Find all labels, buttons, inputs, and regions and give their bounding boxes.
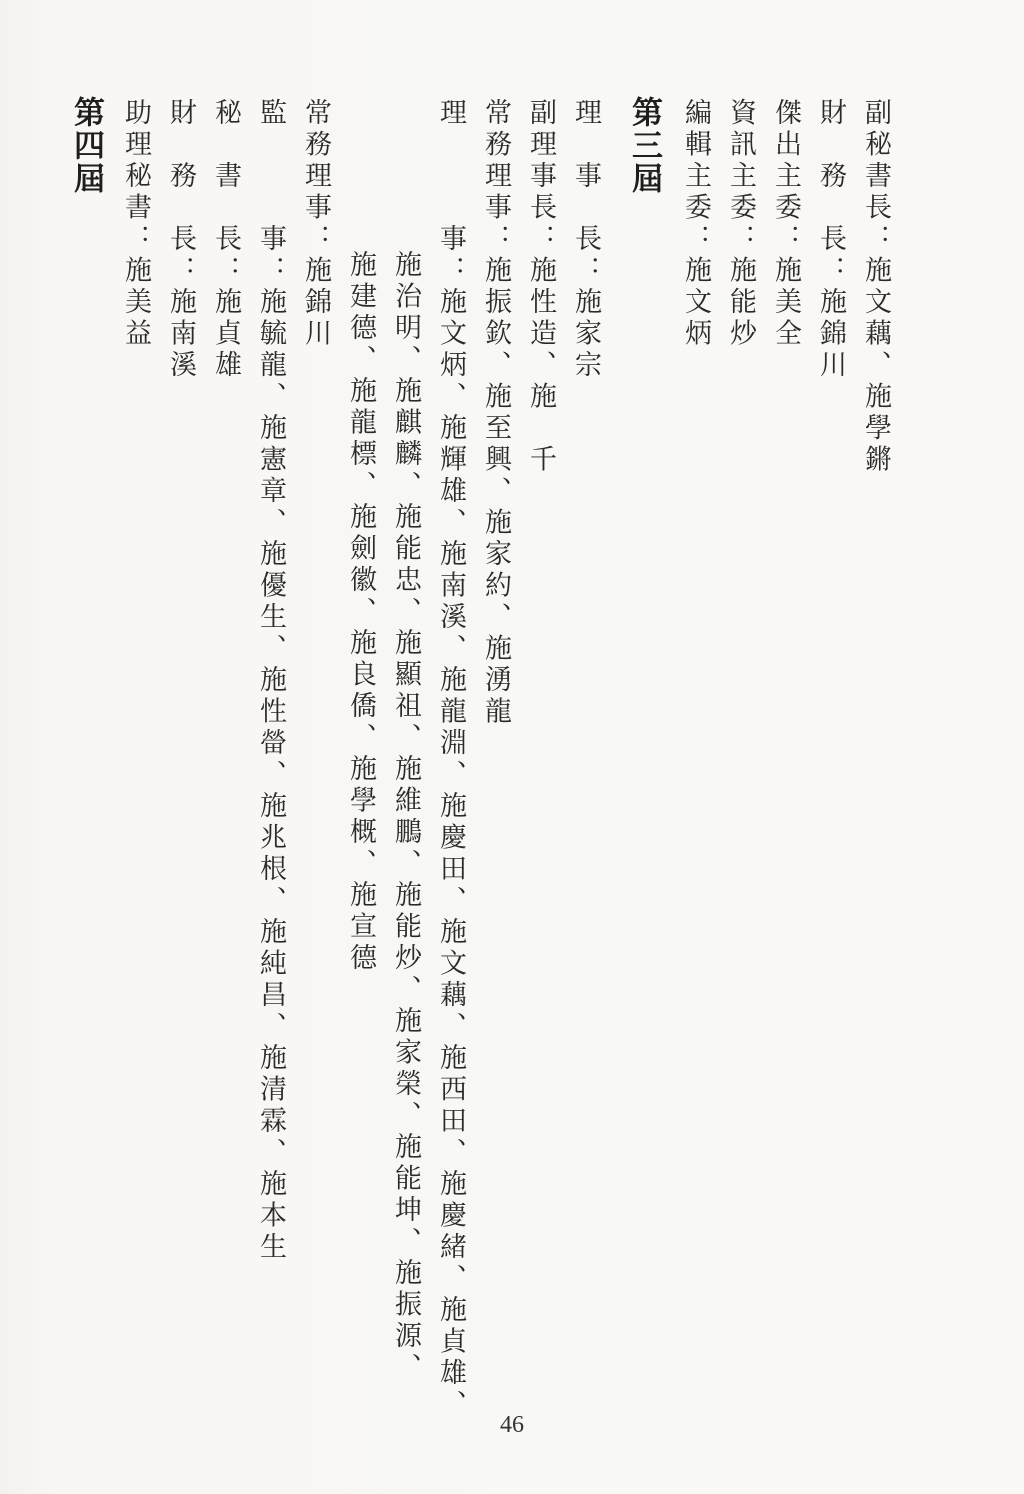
text-line xyxy=(682,98,709,350)
text-line xyxy=(772,98,799,350)
text-line xyxy=(167,98,194,382)
text-line xyxy=(482,98,509,728)
text-line xyxy=(392,250,419,1384)
text-line xyxy=(212,98,239,382)
page-number: 46 xyxy=(500,1412,524,1438)
member-names: 施建德、施龍標、施劍徽、施良僑、施學概、施宣德 xyxy=(345,250,376,975)
role-label: 助理秘書： xyxy=(120,98,151,256)
role-label: 傑出主委： xyxy=(770,98,801,256)
text-line xyxy=(302,98,329,350)
text-line xyxy=(257,98,284,1264)
role-label: 理 事 長： xyxy=(570,98,601,287)
member-names: 施錦川 xyxy=(300,255,331,350)
member-names: 施南溪 xyxy=(165,287,196,382)
member-names: 施治明、施麒麟、施能忠、施顯祖、施維鵬、施能炒、施家榮、施能坤、施振源、 xyxy=(390,250,421,1384)
role-label: 副秘書長： xyxy=(860,98,891,256)
member-names: 施毓龍、施憲章、施優生、施性㽦、施兆根、施純昌、施清霖、施本生 xyxy=(255,287,286,1264)
member-names: 施家宗 xyxy=(570,287,601,382)
member-names: 施文炳 xyxy=(680,255,711,350)
text-line xyxy=(437,98,464,1421)
text-line xyxy=(527,98,554,476)
role-label: 常務理事： xyxy=(480,98,511,256)
member-names: 施錦川 xyxy=(815,287,846,382)
member-names: 施能炒 xyxy=(725,255,756,350)
section-heading: 第四屆 xyxy=(68,96,104,195)
member-names: 施文藕、施學鏘 xyxy=(860,255,891,476)
member-names: 施美益 xyxy=(120,255,151,350)
role-label: 財 務 長： xyxy=(165,98,196,287)
member-names: 施美全 xyxy=(770,255,801,350)
member-names: 施文炳、施輝雄、施南溪、施龍淵、施慶田、施文藕、施西田、施慶緒、施貞雄、 xyxy=(435,287,466,1421)
role-label: 監 事： xyxy=(255,98,286,287)
role-label: 秘 書 長： xyxy=(210,98,241,287)
role-label: 常務理事： xyxy=(300,98,331,256)
text-line xyxy=(727,98,754,350)
role-label: 副理事長： xyxy=(525,98,556,256)
text-line xyxy=(572,98,599,382)
role-label: 理 事： xyxy=(435,98,466,287)
member-names: 施貞雄 xyxy=(210,287,241,382)
text-line xyxy=(817,98,844,382)
role-label: 編輯主委： xyxy=(680,98,711,256)
text-line xyxy=(862,98,889,476)
member-names: 施振欽、施至興、施家約、施湧龍 xyxy=(480,255,511,728)
section-heading: 第三屆 xyxy=(626,96,662,195)
role-label: 財 務 長： xyxy=(815,98,846,287)
role-label: 資訊主委： xyxy=(725,98,756,256)
text-line xyxy=(347,250,374,975)
member-names: 施性造、施 千 xyxy=(525,255,556,476)
text-line xyxy=(122,98,149,350)
